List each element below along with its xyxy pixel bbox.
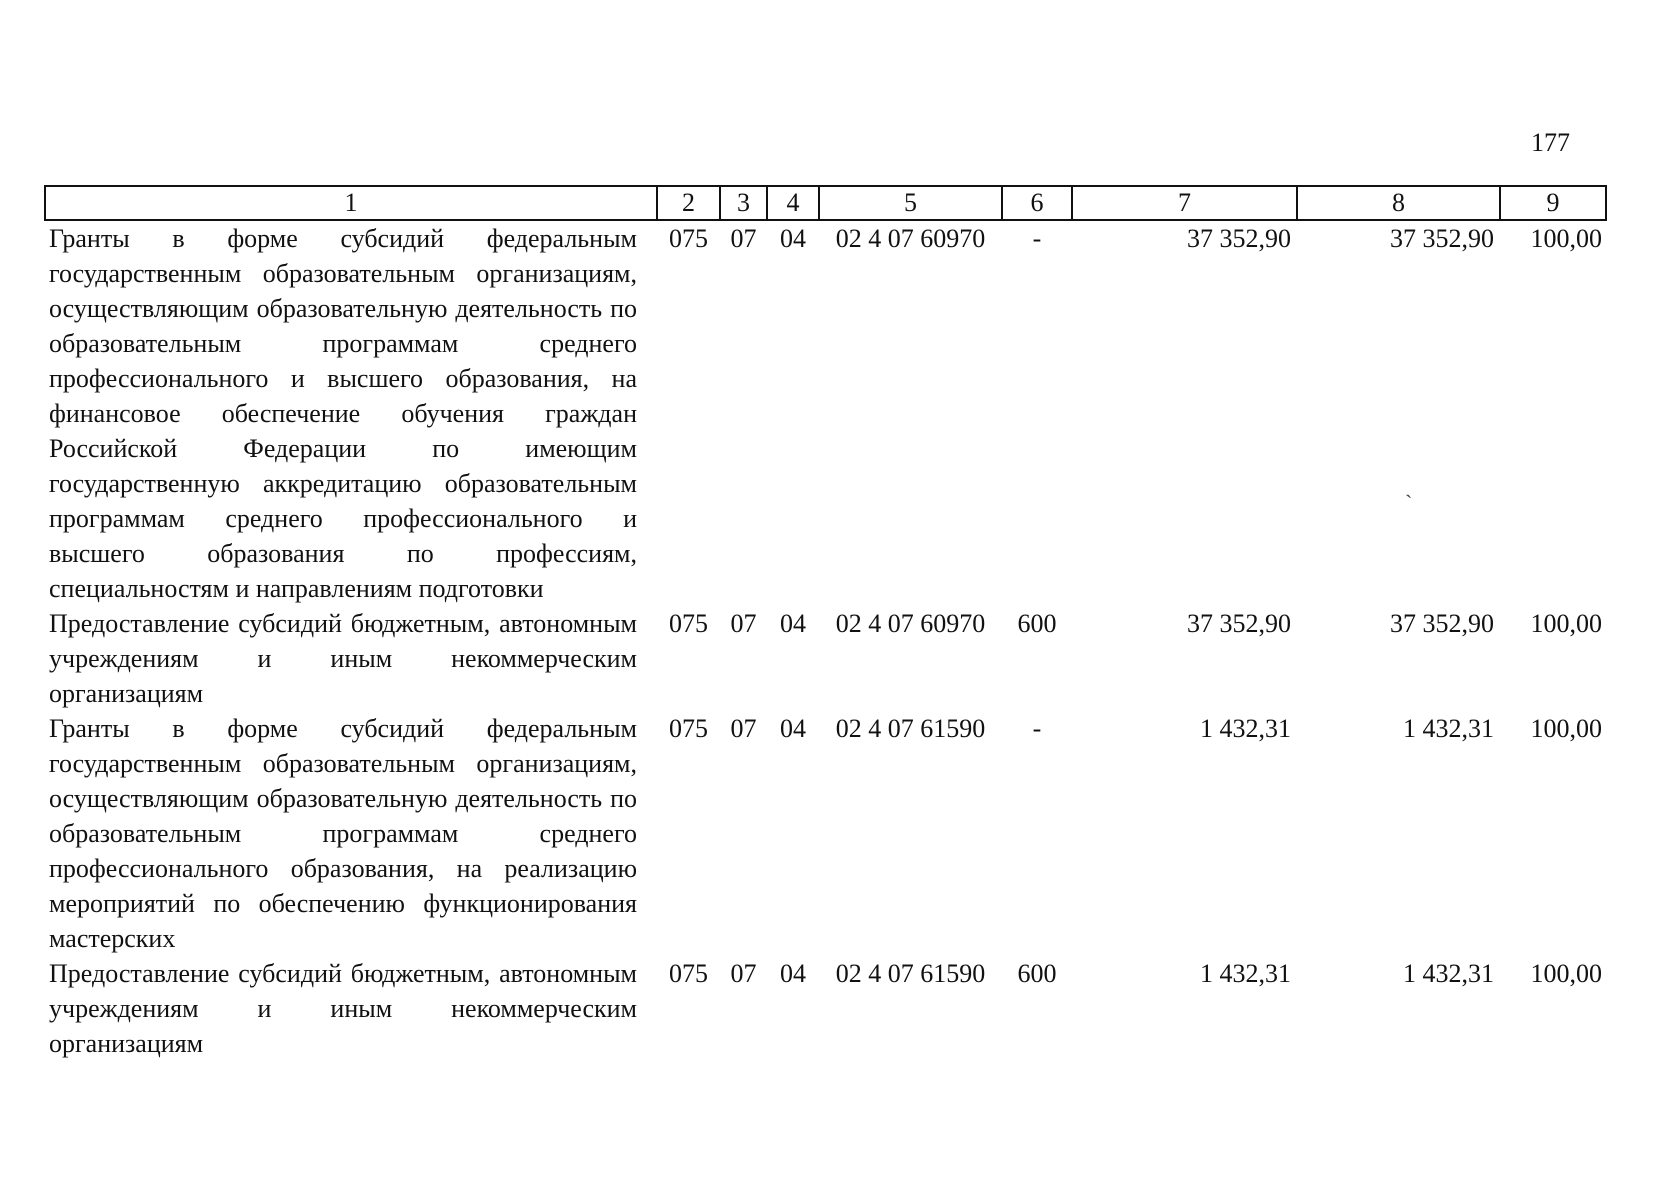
row-csr: 02 4 07 61590 [835,959,986,988]
row-rz: 07 [730,224,757,253]
header-col-9: 9 [1500,186,1606,220]
row-pct: 100,00 [1530,959,1602,988]
header-col-6: 6 [1002,186,1072,220]
table-row [45,956,1606,1061]
table-body [45,220,1606,1061]
row-pct: 100,00 [1530,609,1602,638]
header-col-1: 1 [45,186,657,220]
row-plan: 1 432,31 [1200,714,1291,743]
row-name: Предоставление субсидий бюджетным, автономным учреждениям и иным некоммерческим организациям [49,609,637,708]
header-col-2: 2 [657,186,720,220]
row-rz: 07 [730,714,757,743]
row-gr: 075 [669,224,708,253]
row-vr: 600 [1017,609,1057,638]
row-plan: 37 352,90 [1187,224,1291,253]
row-csr: 02 4 07 60970 [835,609,986,638]
row-vr: 600 [1017,959,1057,988]
row-plan: 37 352,90 [1187,609,1291,638]
row-pr: 04 [780,714,806,743]
row-name: Гранты в форме субсидий федеральным государственным образовательным организациям, осуществляющим образовательную деятельность по образовательным программам среднего профессионального образования, на реализацию мероприятий по обеспечению функционирования мастерских [49,714,637,953]
table-row [45,711,1606,956]
row-csr: 02 4 07 61590 [835,714,986,743]
row-plan: 1 432,31 [1200,959,1291,988]
row-vr: - [1032,714,1042,743]
header-row [45,186,1606,220]
header-col-5: 5 [819,186,1002,220]
row-pct: 100,00 [1530,714,1602,743]
header-col-4: 4 [767,186,819,220]
page-number: 177 [1531,128,1570,157]
row-rz: 07 [730,959,757,988]
row-gr: 075 [669,959,708,988]
row-pr: 04 [780,609,806,638]
scan-speck: ˋ [1405,490,1413,515]
row-fact: 1 432,31 [1403,714,1494,743]
row-vr: - [1032,224,1042,253]
row-fact: 1 432,31 [1403,959,1494,988]
budget-table [44,185,1607,1061]
header-col-7: 7 [1072,186,1297,220]
row-rz: 07 [730,609,757,638]
row-pct: 100,00 [1530,224,1602,253]
header-col-3: 3 [720,186,767,220]
row-name: Предоставление субсидий бюджетным, автономным учреждениям и иным некоммерческим организациям [49,959,637,1058]
row-gr: 075 [669,609,708,638]
table-row [45,220,1606,606]
row-fact: 37 352,90 [1390,609,1494,638]
row-csr: 02 4 07 60970 [835,224,986,253]
header-col-8: 8 [1297,186,1500,220]
row-gr: 075 [669,714,708,743]
row-name: Гранты в форме субсидий федеральным государственным образовательным организациям, осуществляющим образовательную деятельность по образовательным программам среднего профессионального и высшего образования, на финансовое обеспечение обучения граждан Российской Федерации по имеющим государственную аккредитацию образовательным программам среднего профессионального и высшего образования по профессиям, специальностям и направлениям подготовки [49,224,637,603]
table-row [45,606,1606,711]
row-fact: 37 352,90 [1390,224,1494,253]
table-header [45,186,1606,220]
row-pr: 04 [780,224,806,253]
row-pr: 04 [780,959,806,988]
